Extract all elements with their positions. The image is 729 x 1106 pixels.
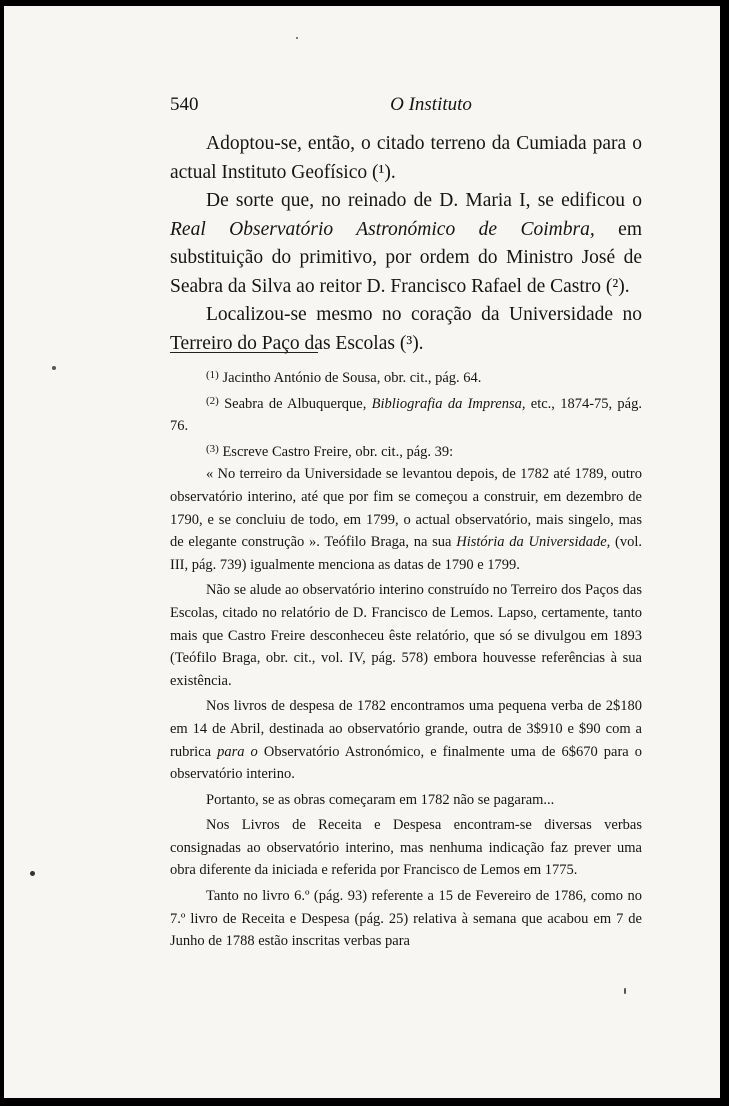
footnote-paragraph: Nos livros de despesa de 1782 encontramos uma pequena verba de 2$180 em 14 de Abril, destinada ao observatório grande, outra de 3$910 e $90 com a rubrica para o Observatório Astronómico, e finalmente uma de 6$670 para o observatório interino. xyxy=(170,698,642,783)
paragraph: Adoptou-se, então, o citado terreno da Cumiada para o actual Instituto Geofísico (¹). xyxy=(170,133,642,183)
main-text xyxy=(170,130,642,358)
footnote-paragraph: « No terreiro da Universidade se levantou depois, de 1782 até 1789, outro observatório interino, até que por fim se começou a construir, em dezembro de 1790, e se concluiu de todo, em 1799, o actual observatório, mais singelo, mas de elegante construção ». Teófilo Braga, na sua História da Universidade, (vol. III, pág. 739) igualmente menciona as datas de 1790 e 1799. xyxy=(170,466,642,573)
footnote-2: $^{(2)}$ Seabra de Albuquerque, Bibliografia da Imprensa, etc., 1874-75, pág. 76. xyxy=(170,394,642,435)
footnote-paragraph: Tanto no livro 6.º (pág. 93) referente a 15 de Fevereiro de 1786, como no 7.º livro de Receita e Despesa (pág. 25) relativa à semana que acabou em 7 de Junho de 1788 estão inscritas verbas para xyxy=(170,888,642,950)
footnote-divider xyxy=(170,352,318,353)
scan-edge xyxy=(720,0,729,1106)
footnotes xyxy=(170,364,642,956)
scan-speck xyxy=(30,871,35,876)
scan-speck xyxy=(624,988,626,994)
paragraph: De sorte que, no reinado de D. Maria I, se edificou o Real Observatório Astronómico de Coimbra, em substituição do primitivo, por ordem do Ministro José de Seabra da Silva ao reitor D. Francisco Rafael de Castro (²). xyxy=(170,190,642,297)
page-number: 540 xyxy=(170,94,199,115)
scan-speck xyxy=(296,37,298,39)
footnote-paragraph: Portanto, se as obras começaram em 1782 não se pagaram... xyxy=(206,791,555,808)
footnote-3: $^{(3)}$ Escreve Castro Freire, obr. cit., pág. 39: xyxy=(206,442,454,460)
paragraph: Localizou-se mesmo no coração da Universidade no Terreiro do Paço das Escolas (³). xyxy=(170,304,642,354)
running-title: O Instituto xyxy=(390,94,472,115)
footnote-1: $^{(1)}$ Jacintho António de Sousa, obr. cit., pág. 64. xyxy=(206,369,482,386)
footnote-paragraph: Nos Livros de Receita e Despesa encontram-se diversas verbas consignadas ao observatório interino, mas nenhuma indicação faz prever uma obra diferente da iniciada e referida por Francisco de Lemos em 1775. xyxy=(170,817,642,879)
scan-speck xyxy=(52,366,56,370)
footnote-paragraph: Não se alude ao observatório interino construído no Terreiro dos Paços das Escolas, citado no relatório de D. Francisco de Lemos. Lapso, certamente, tanto mais que Castro Freire desconheceu êste relatório, que só se divulgou em 1893 (Teófilo Braga, obr. cit., vol. IV, pág. 578) embora houvesse referências à sua existência. xyxy=(170,582,642,689)
page-header xyxy=(170,94,646,120)
